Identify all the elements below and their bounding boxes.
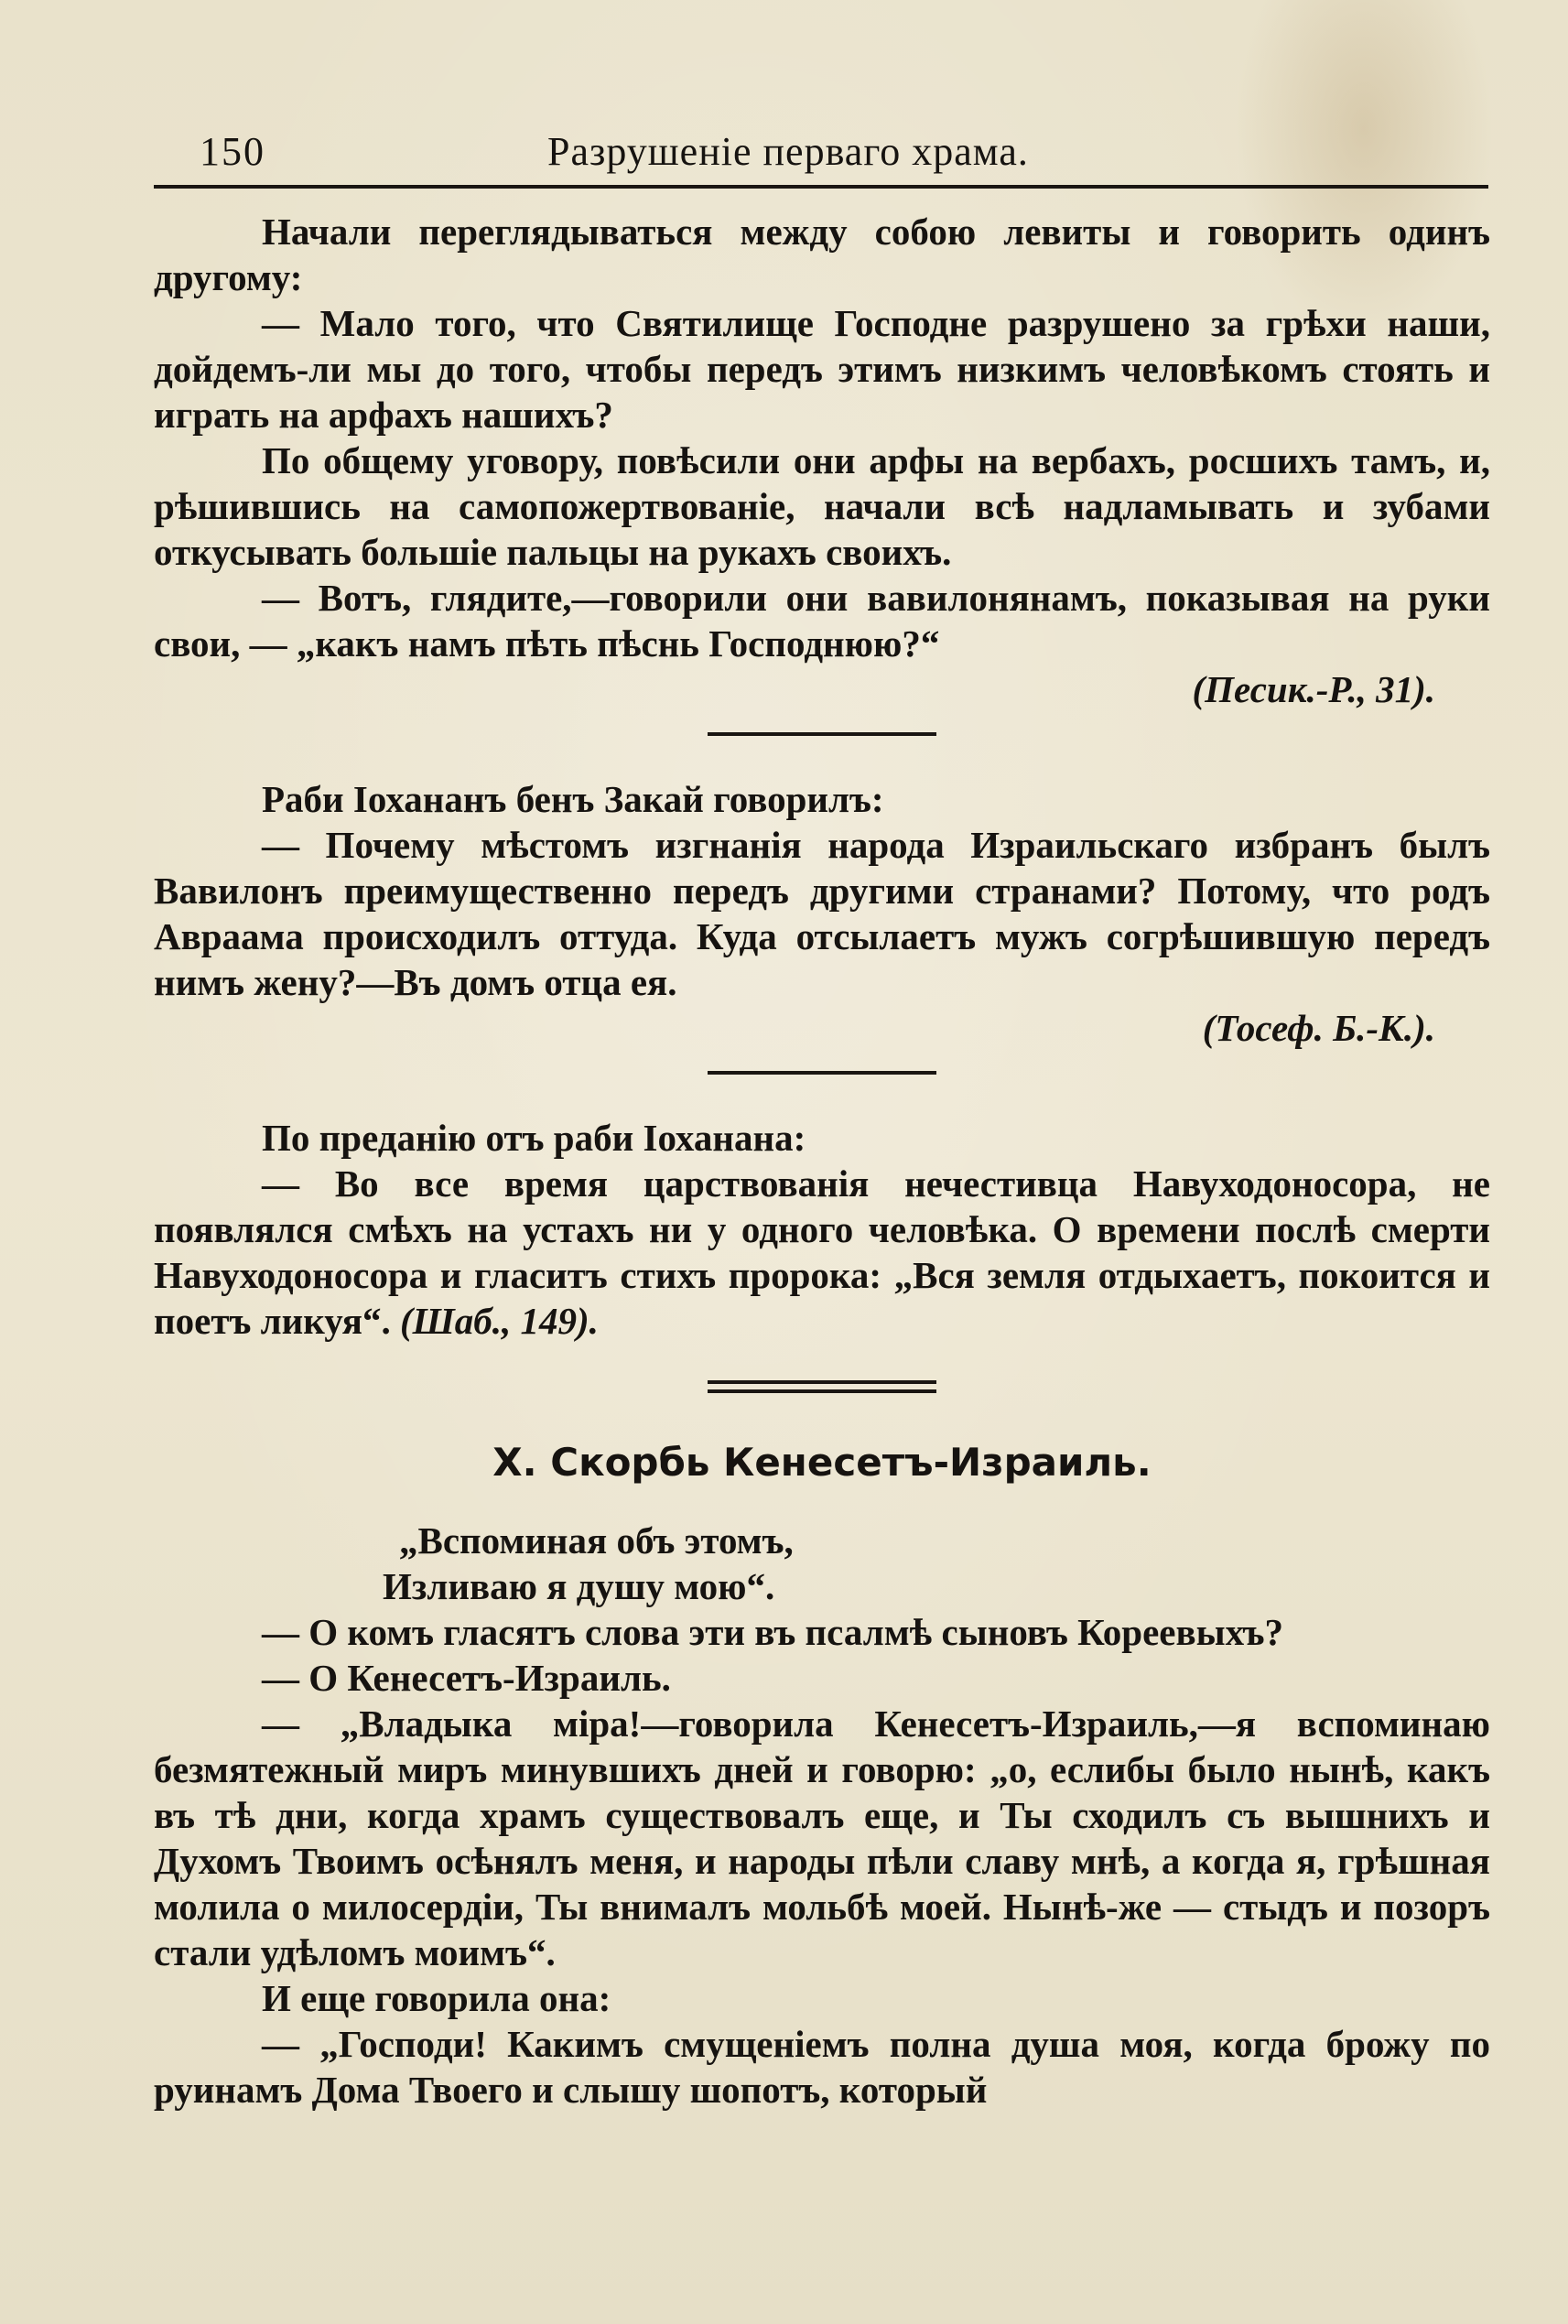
paragraph: — О комъ гласятъ слова эти въ псалмѣ сыновъ Кореевыхъ? (262, 1611, 1283, 1653)
paragraph: По общему уговору, повѣсили они арфы на вербахъ, росшихъ тамъ, и, рѣшившись на самопожертвованіе, начали всѣ надламывать и зубами откусывать большіе пальцы на рукахъ своихъ. (154, 439, 1490, 573)
paragraph: — Почему мѣстомъ изгнанія народа Израильскаго избранъ былъ Вавилонъ преимущественно передъ другими странами? Потому, что родъ Авраама происходилъ оттуда. Куда отсылаетъ мужъ согрѣшившую передъ нимъ жену?—Въ домъ отца ея. (154, 824, 1490, 1003)
section-divider (708, 732, 936, 736)
section-divider (708, 1071, 936, 1075)
paragraph: — Мало того, что Святилище Господне разрушено за грѣхи наши, дойдемъ-ли мы до того, чтобы передъ этимъ низкимъ человѣкомъ стоять и играть на арфахъ нашихъ? (154, 302, 1490, 436)
paragraph (154, 1161, 1490, 1344)
double-divider (708, 1380, 936, 1393)
page-body (154, 209, 1490, 2113)
divider-line (708, 1389, 936, 1393)
paragraph: Начали переглядываться между собою левиты и говорить одинъ другому: (154, 211, 1490, 298)
divider-line (708, 1380, 936, 1384)
paragraph: По преданію отъ раби Іоханана: (262, 1117, 806, 1159)
verse-line: „Вспоминая объ этомъ, (399, 1519, 794, 1562)
paragraph: — Вотъ, глядите,—говорили они вавилонянамъ, показывая на руки свои, — „какъ намъ пѣть пѣснь Господнюю?“ (154, 577, 1490, 665)
paragraph: — О Кенесетъ-Израиль. (262, 1657, 671, 1699)
paragraph: Раби Іохананъ бенъ Закай говорилъ: (262, 778, 884, 820)
paragraph: — „Господи! Какимъ смущеніемъ полна душа моя, когда брожу по руинамъ Дома Твоего и слышу шопотъ, который (154, 2023, 1490, 2111)
verse-line: Изливаю я душу мою“. (383, 1565, 775, 1607)
chapter-title: X. Скорбь Кенесетъ-Израиль. (492, 1440, 1152, 1485)
page-number: 150 (200, 129, 265, 174)
source-reference: (Тосеф. Б.-К.). (1202, 1007, 1435, 1049)
page-header (154, 128, 1490, 179)
running-title: Разрушеніе перваго храма. (547, 129, 1029, 174)
paragraph: И еще говорила она: (262, 1977, 611, 2019)
header-rule (154, 185, 1488, 189)
paragraph-text: — Во все время царствованія нечестивца Навуходоносора, не появлялся смѣхъ на устахъ ни у одного человѣка. О времени послѣ смерти Навуходоносора и гласитъ стихъ пророка: „Вся земля отдыхаетъ, покоится и поетъ ликуя“. (154, 1162, 1490, 1342)
source-reference: (Шаб., 149). (399, 1300, 599, 1342)
paragraph: — „Владыка міра!—говорила Кенесетъ-Израиль,—я вспоминаю безмятежный миръ минувшихъ дней и говорю: „о, еслибы было нынѣ, какъ въ тѣ дни, когда храмъ существовалъ еще, и Ты сходилъ съ вышнихъ и Духомъ Твоимъ осѣнялъ меня, и народы пѣли славу мнѣ, а когда я, грѣшная молила о милосердіи, Ты внималъ мольбѣ моей. Нынѣ-же — стыдъ и позоръ стали удѣломъ моимъ“. (154, 1702, 1490, 1973)
source-reference: (Песик.-Р., 31). (1192, 668, 1435, 710)
